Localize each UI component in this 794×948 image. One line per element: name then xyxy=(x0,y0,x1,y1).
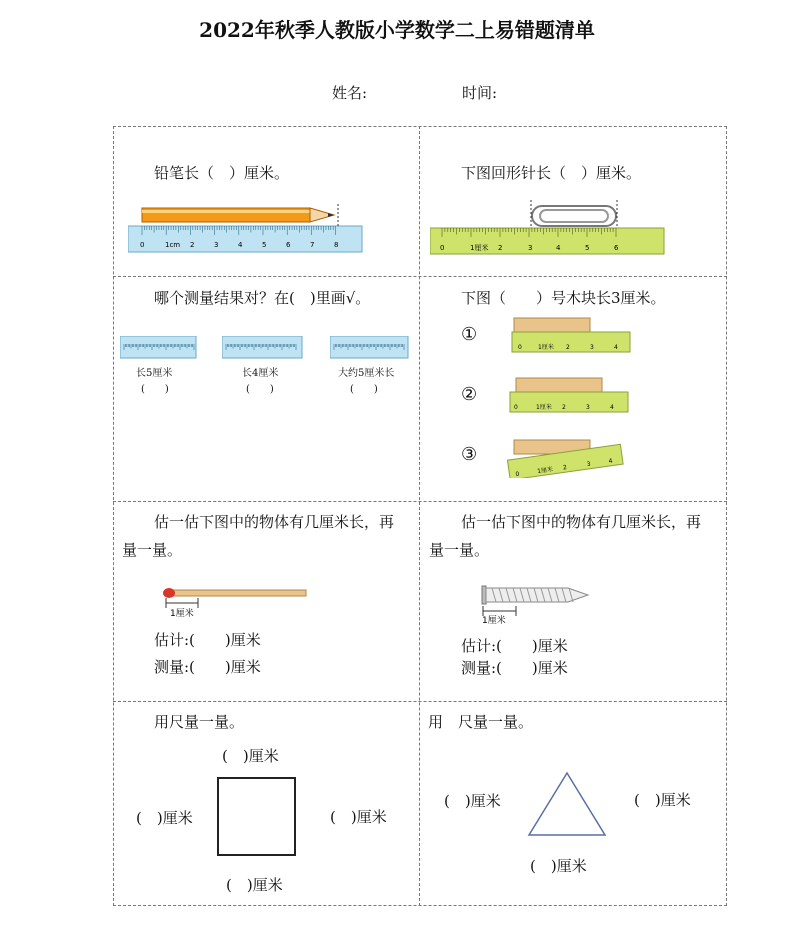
q2-clip-ruler xyxy=(430,196,670,258)
q8-right-blank[interactable]: ( )厘米 xyxy=(634,791,691,809)
svg-text:4: 4 xyxy=(614,344,618,351)
svg-text:3: 3 xyxy=(586,460,592,469)
q3-text: 哪个测量结果对？在( )里画√。 xyxy=(154,289,371,307)
svg-text:4: 4 xyxy=(608,457,613,466)
q8-triangle xyxy=(526,770,608,838)
q3-ruler-2 xyxy=(222,336,304,360)
q4-wood-ruler-2 xyxy=(508,376,632,416)
q5-estimate[interactable]: 估计:( )厘米 xyxy=(154,631,261,649)
ruler-label: 1cm xyxy=(165,241,181,249)
name-label: 姓名: xyxy=(332,84,368,102)
ruler-label: 4 xyxy=(556,244,561,252)
q3-option-label: 长4厘米 xyxy=(242,368,279,379)
ruler-label: 8 xyxy=(334,241,339,249)
q5-measure[interactable]: 测量:( )厘米 xyxy=(154,658,261,676)
q3-option-label: 大约5厘米长 xyxy=(338,368,395,379)
ruler-label: 6 xyxy=(614,244,619,252)
q4-wood-ruler-1 xyxy=(510,316,634,356)
svg-text:0: 0 xyxy=(518,344,522,351)
svg-text:0: 0 xyxy=(514,404,518,411)
ruler-body xyxy=(128,226,362,252)
screw-head xyxy=(482,586,486,604)
ruler-label: 7 xyxy=(310,241,315,249)
q6-measure[interactable]: 测量:( )厘米 xyxy=(461,659,568,677)
q5-text-line2: 量一量。 xyxy=(122,541,183,559)
ruler-label: 2 xyxy=(190,241,195,249)
pencil-lead xyxy=(328,213,334,217)
ruler-label: 4 xyxy=(238,241,243,249)
matchstick-head xyxy=(163,588,175,598)
marker-3: ③ xyxy=(461,444,478,465)
page-title: 2022年秋季人教版小学数学二上易错题清单 xyxy=(199,18,595,42)
marker-2: ② xyxy=(461,384,478,405)
svg-text:2: 2 xyxy=(562,463,568,472)
q8-text: 用 尺量一量。 xyxy=(428,713,534,731)
pencil-highlight xyxy=(142,210,310,213)
table-divider-row3 xyxy=(113,701,727,702)
svg-text:3: 3 xyxy=(590,344,594,351)
q5-matchstick xyxy=(160,584,310,620)
table-divider-row1 xyxy=(113,276,727,277)
table-divider-row2 xyxy=(113,501,727,502)
svg-text:1厘米: 1厘米 xyxy=(538,344,554,351)
q8-bottom-blank[interactable]: ( )厘米 xyxy=(530,857,587,875)
q5-text-line1: 估一估下图中的物体有几厘米长，再 xyxy=(154,513,395,531)
ruler-label: 2 xyxy=(498,244,503,252)
paper-clip-inner xyxy=(540,210,608,222)
svg-text:2: 2 xyxy=(562,404,566,411)
unit-label: 1厘米 xyxy=(170,609,194,619)
q3-option-blank[interactable]: ( ) xyxy=(141,384,169,395)
q6-screw xyxy=(478,582,598,626)
ruler-label: 1厘米 xyxy=(470,244,489,252)
q7-square xyxy=(217,777,297,857)
q6-text-line2: 量一量。 xyxy=(429,541,490,559)
ruler-label: 6 xyxy=(286,241,291,249)
svg-text:1厘米: 1厘米 xyxy=(536,404,552,411)
q3-option-label: 长5厘米 xyxy=(136,368,173,379)
time-label: 时间: xyxy=(462,84,498,102)
wood-block xyxy=(514,318,590,332)
q1-text: 铅笔长（ ）厘米。 xyxy=(154,164,290,182)
svg-text:1厘米: 1厘米 xyxy=(536,465,554,476)
ruler-label: 0 xyxy=(440,244,445,252)
ruler-label: 5 xyxy=(262,241,267,249)
ruler-label: 0 xyxy=(140,241,145,249)
ruler-label: 3 xyxy=(214,241,219,249)
unit-label: 1厘米 xyxy=(482,616,506,626)
ruler-label: 5 xyxy=(585,244,590,252)
q7-bottom-blank[interactable]: ( )厘米 xyxy=(226,876,283,894)
matchstick-body xyxy=(168,590,306,596)
svg-text:3: 3 xyxy=(586,404,590,411)
q8-left-blank[interactable]: ( )厘米 xyxy=(444,792,501,810)
q7-text: 用尺量一量。 xyxy=(154,713,245,731)
q3-option-blank[interactable]: ( ) xyxy=(246,384,274,395)
q6-text-line1: 估一估下图中的物体有几厘米长，再 xyxy=(461,513,702,531)
q7-top-blank[interactable]: ( )厘米 xyxy=(222,747,279,765)
q7-right-blank[interactable]: ( )厘米 xyxy=(330,808,387,826)
q1-pencil-ruler xyxy=(128,200,368,256)
ruler-label: 3 xyxy=(528,244,533,252)
q4-text: 下图（ ）号木块长3厘米。 xyxy=(461,289,666,307)
q3-ruler-3 xyxy=(330,336,410,360)
svg-text:4: 4 xyxy=(610,404,614,411)
svg-text:2: 2 xyxy=(566,344,570,351)
wood-block xyxy=(516,378,602,392)
q7-left-blank[interactable]: ( )厘米 xyxy=(136,809,193,827)
q3-ruler-1 xyxy=(120,336,198,360)
q4-wood-ruler-3 xyxy=(506,436,630,478)
svg-text:0: 0 xyxy=(515,470,520,478)
q2-text: 下图回形针长（ ）厘米。 xyxy=(461,164,642,182)
marker-1: ① xyxy=(461,324,478,345)
table-divider-vertical xyxy=(419,126,420,906)
q3-option-blank[interactable]: ( ) xyxy=(350,384,378,395)
q6-estimate[interactable]: 估计:( )厘米 xyxy=(461,637,568,655)
